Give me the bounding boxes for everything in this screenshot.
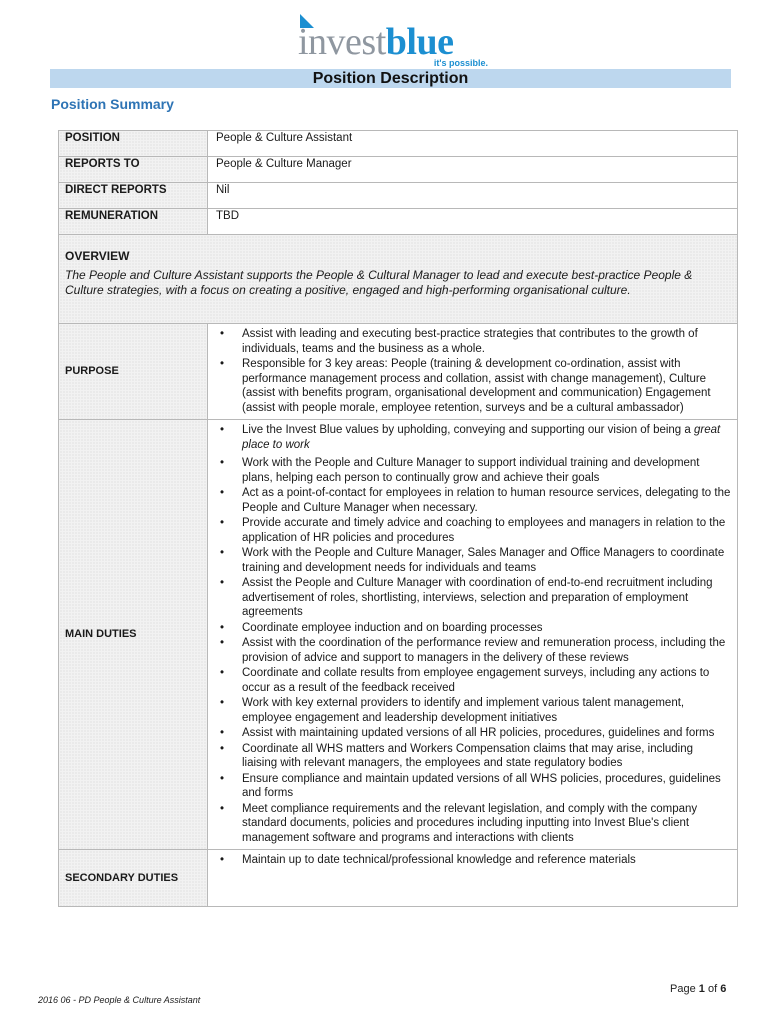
list-item: • Assist with leading and executing best-practice strategies that contributes to the growth of individuals, teams and the business as a whole.	[208, 327, 731, 356]
summary-row-position	[59, 131, 738, 157]
secondary-duties-list	[208, 850, 737, 872]
logo-word-blue: blue	[385, 21, 454, 63]
list-item	[208, 423, 731, 452]
page-current: 1	[698, 983, 705, 995]
purpose-label: PURPOSE	[59, 324, 208, 420]
list-item: • Ensure compliance and maintain updated versions of all WHS policies, procedures, guidelines and forms	[208, 772, 731, 801]
summary-label: REPORTS TO	[59, 157, 208, 183]
main-duties-label: MAIN DUTIES	[59, 420, 208, 850]
overview-cell	[59, 235, 738, 324]
company-logo	[298, 14, 498, 70]
logo-word-invest: invest	[298, 21, 386, 63]
secondary-duties-content	[208, 850, 738, 907]
summary-label: REMUNERATION	[59, 209, 208, 235]
list-item: • Meet compliance requirements and the relevant legislation, and comply with the company standard documents, policies and procedures including inputting into Invest Blue's client management software and programs and interactions with clients	[208, 802, 731, 846]
main-duties-list	[208, 420, 737, 456]
summary-value: People & Culture Manager	[208, 157, 738, 183]
main-duties-list-rest	[208, 456, 737, 849]
section-heading: Position Summary	[51, 96, 174, 112]
summary-row-reports-to	[59, 157, 738, 183]
list-item: • Act as a point-of-contact for employees in relation to human resource services, delegating to the People and Culture Manager when necessary.	[208, 486, 731, 515]
list-item: • Assist the People and Culture Manager with coordination of end-to-end recruitment including advertisement of roles, shortlisting, interviews, selection and preparation of employment agreements	[208, 576, 731, 620]
summary-row-direct-reports	[59, 183, 738, 209]
overview-title: OVERVIEW	[65, 249, 130, 263]
position-summary-table	[58, 130, 738, 907]
of-word: of	[707, 983, 718, 995]
footer-document-reference: 2016 06 - PD People & Culture Assistant	[38, 995, 201, 1005]
secondary-duties-row	[59, 850, 738, 907]
overview-row	[59, 235, 738, 324]
list-item: • Provide accurate and timely advice and coaching to employees and managers in relation to the application of HR policies and procedures	[208, 516, 731, 545]
summary-value: People & Culture Assistant	[208, 131, 738, 157]
list-item: • Maintain up to date technical/professional knowledge and reference materials	[208, 853, 731, 868]
list-item: • Work with key external providers to identify and implement various talent management, employee engagement and leadership development initiatives	[208, 696, 731, 725]
duty-text: Live the Invest Blue values by upholding, conveying and supporting our vision of being a	[242, 424, 694, 436]
list-item: • Responsible for 3 key areas: People (training & development co-ordination, assist with performance management process and collation, assist with change management), Culture (assist with benefits program, organisational development and communication) Engagement (assist with people morale, employee retention, surveys and be a cultural ambassador)	[208, 357, 731, 415]
list-item: • Coordinate employee induction and on boarding processes	[208, 621, 731, 636]
summary-label: POSITION	[59, 131, 208, 157]
summary-row-remuneration	[59, 209, 738, 235]
purpose-list	[208, 324, 737, 419]
page-number	[670, 983, 726, 995]
main-duties-row	[59, 420, 738, 850]
list-item: • Assist with maintaining updated versions of all HR policies, procedures, guidelines and forms	[208, 726, 731, 741]
list-item: • Coordinate all WHS matters and Workers Compensation claims that may arise, including liaising with relevant managers, the employees and state regulatory bodies	[208, 742, 731, 771]
list-item: • Coordinate and collate results from employee engagement surveys, including any actions to occur as a result of the feedback received	[208, 666, 731, 695]
purpose-row	[59, 324, 738, 420]
summary-value: TBD	[208, 209, 738, 235]
main-duties-content	[208, 420, 738, 850]
summary-value: Nil	[208, 183, 738, 209]
page-word: Page	[670, 983, 696, 995]
list-item: • Assist with the coordination of the performance review and remuneration process, including the provision of advice and support to managers in the delivery of these reviews	[208, 636, 731, 665]
logo-wordmark	[298, 22, 453, 62]
overview-text: The People and Culture Assistant supports the People & Cultural Manager to lead and execute best-practice People & Culture strategies, with a focus on creating a positive, engaged and high-performing organisational culture.	[65, 267, 693, 297]
purpose-content	[208, 324, 738, 420]
list-item: • Work with the People and Culture Manager, Sales Manager and Office Managers to coordinate training and development needs for individuals and teams	[208, 546, 731, 575]
document-title: Position Description	[50, 69, 731, 88]
page-total: 6	[720, 983, 727, 995]
duty-emphasis: great place to work	[242, 424, 721, 451]
secondary-duties-label: SECONDARY DUTIES	[59, 850, 208, 907]
summary-label: DIRECT REPORTS	[59, 183, 208, 209]
list-item: • Work with the People and Culture Manager to support individual training and development plans, helping each person to continually grow and achieve their goals	[208, 456, 731, 485]
logo-tagline: it's possible.	[433, 58, 488, 68]
